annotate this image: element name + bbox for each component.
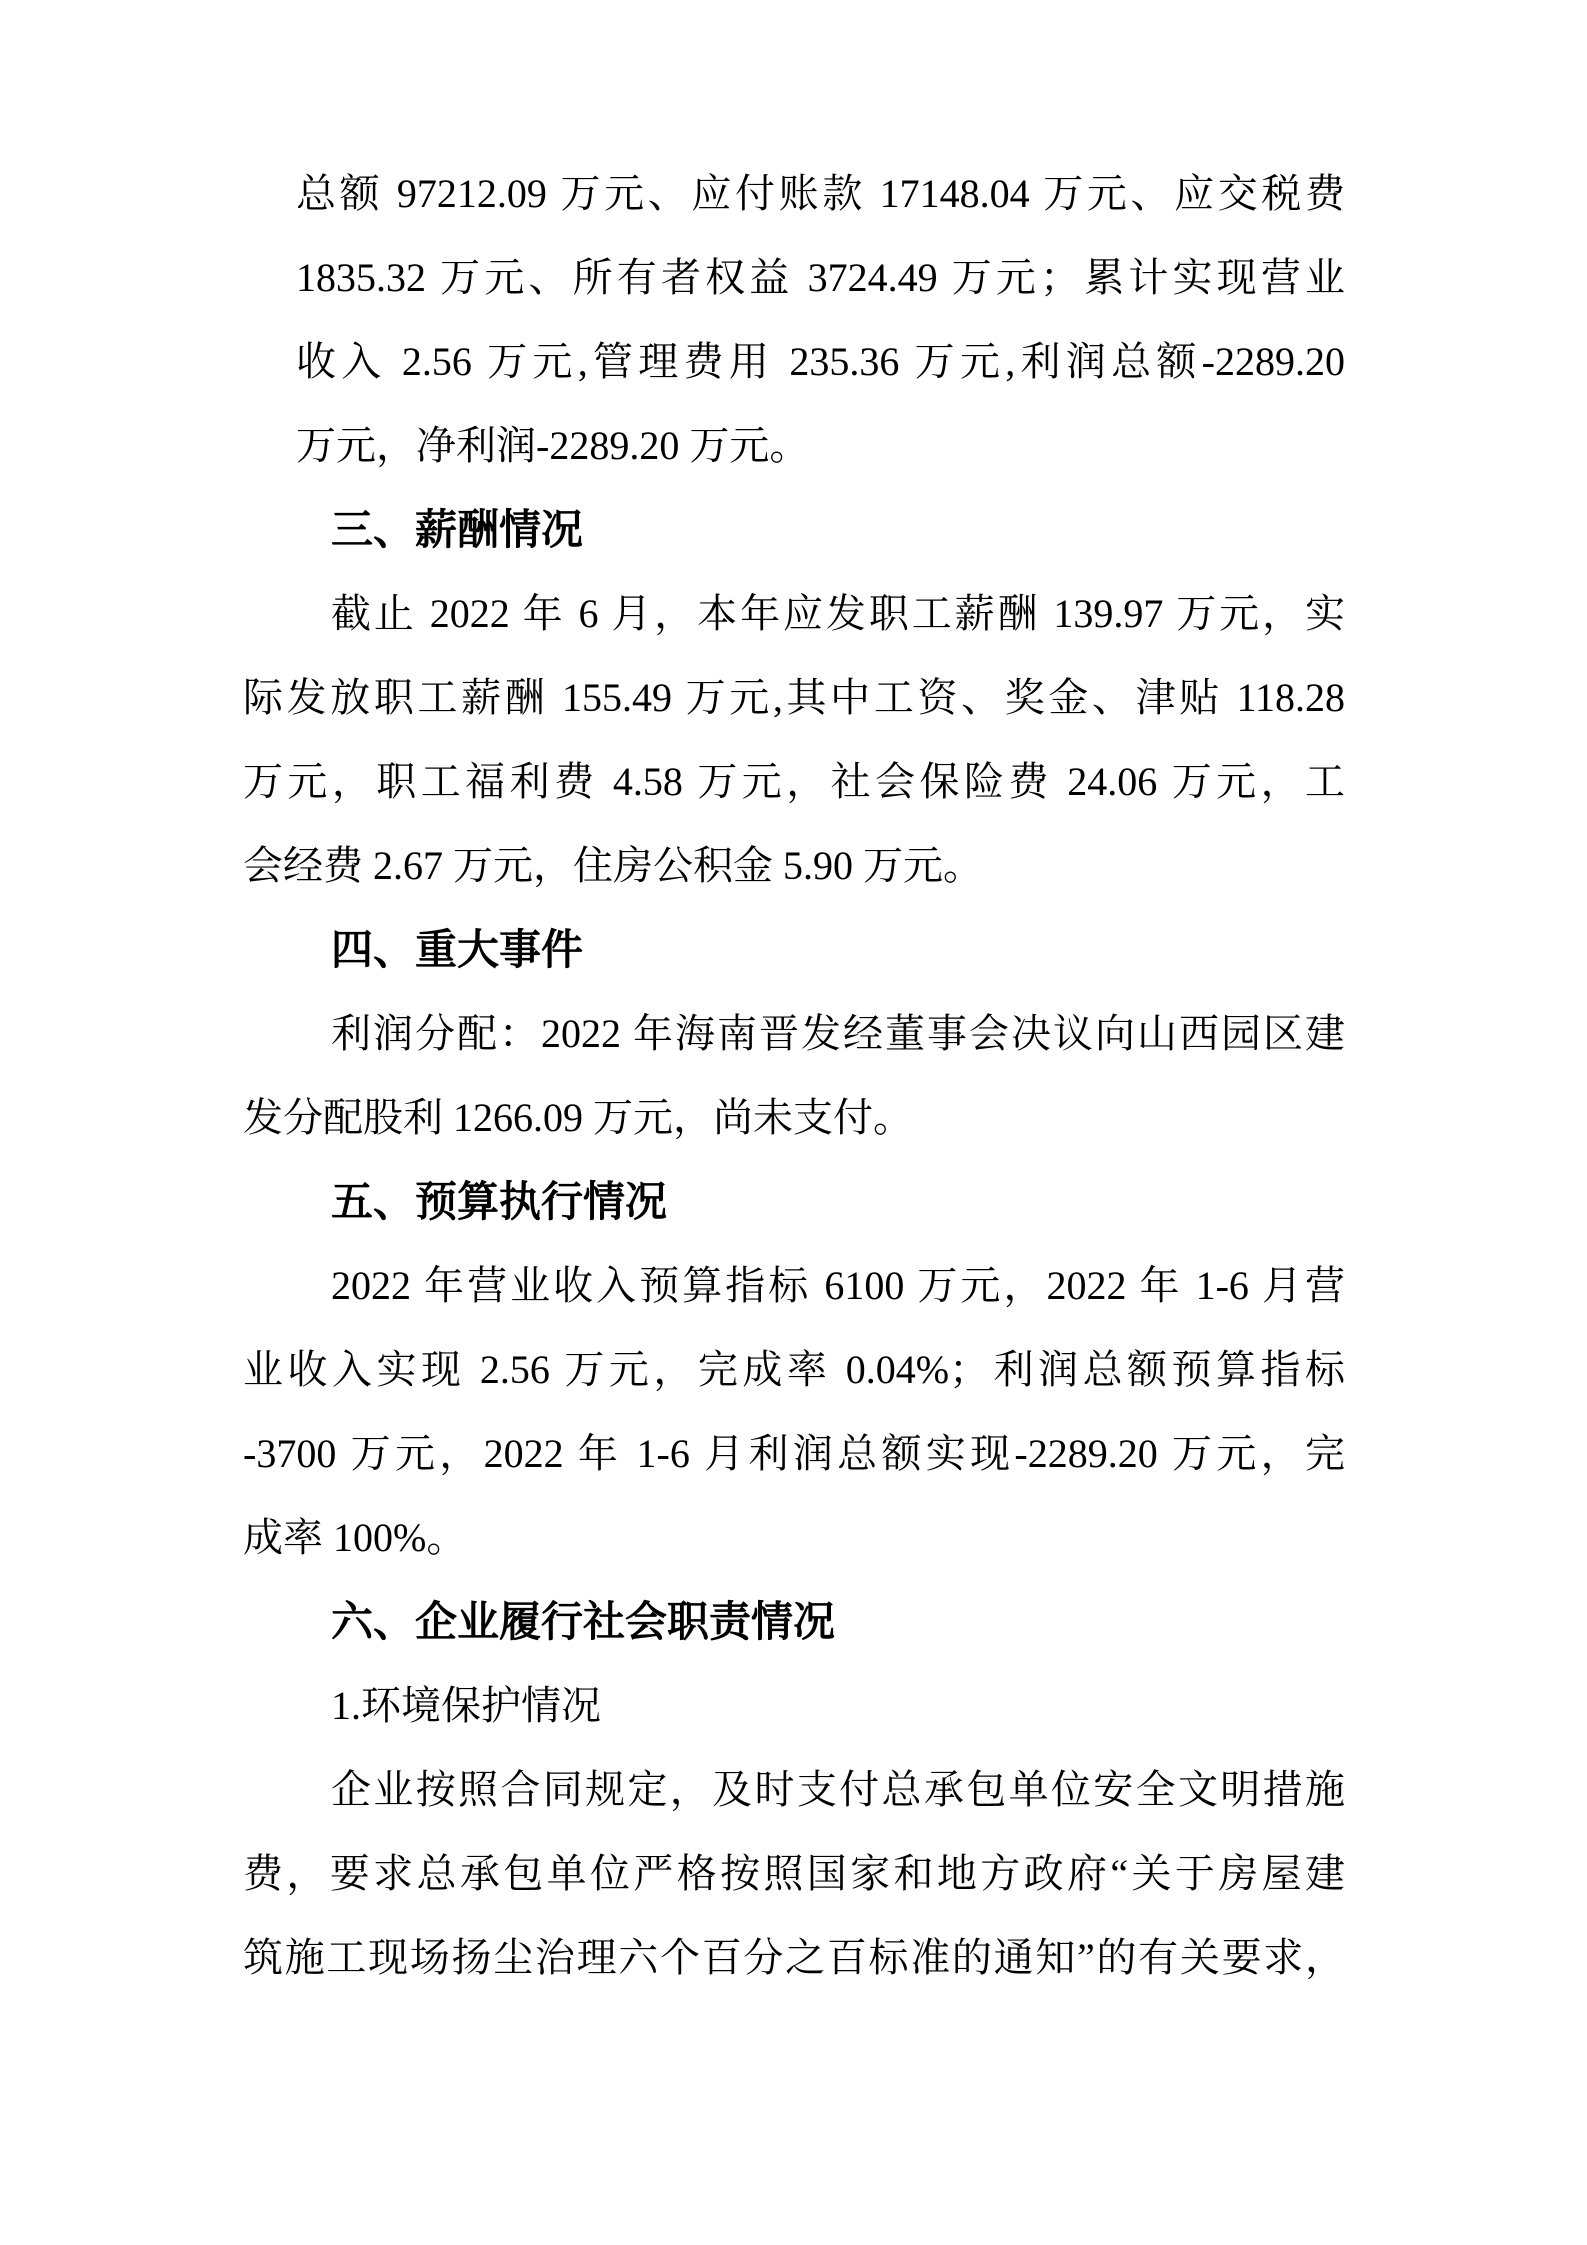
section-heading-social-responsibility: 六、企业履行社会职责情况 <box>331 1598 836 1645</box>
text-line: 总额 97212.09 万元、应付账款 17148.04 万元、应交税费 <box>296 171 1345 216</box>
document-body <box>243 152 1345 2000</box>
text-line: 收入 2.56 万元,管理费用 235.36 万元,利润总额-2289.20 <box>296 339 1345 384</box>
text-line: 万元，职工福利费 4.58 万元，社会保险费 24.06 万元，工 <box>243 759 1345 804</box>
subsection-heading-environment: 1.环境保护情况 <box>331 1683 601 1728</box>
text-line: 企业按照合同规定，及时支付总承包单位安全文明措施 <box>331 1767 1345 1812</box>
text-line: 成率 100%。 <box>243 1515 467 1560</box>
text-line: 筑施工现场扬尘治理六个百分之百标准的通知”的有关要求， <box>243 1935 1345 1980</box>
text-line: -3700 万元，2022 年 1-6 月利润总额实现-2289.20 万元，完 <box>243 1431 1345 1476</box>
text-line: 1835.32 万元、所有者权益 3724.49 万元；累计实现营业 <box>296 255 1345 300</box>
text-line: 万元，净利润-2289.20 万元。 <box>296 423 810 468</box>
text-line: 业收入实现 2.56 万元，完成率 0.04%；利润总额预算指标 <box>243 1347 1345 1392</box>
section-heading-budget-execution: 五、预算执行情况 <box>331 1178 668 1225</box>
text-line: 费，要求总承包单位严格按照国家和地方政府“关于房屋建 <box>243 1851 1345 1896</box>
text-line: 利润分配：2022 年海南晋发经董事会决议向山西园区建 <box>331 1011 1345 1056</box>
text-line: 2022 年营业收入预算指标 6100 万元，2022 年 1-6 月营 <box>331 1263 1345 1308</box>
text-line: 发分配股利 1266.09 万元，尚未支付。 <box>243 1095 913 1140</box>
section-heading-major-events: 四、重大事件 <box>331 926 584 973</box>
text-line: 会经费 2.67 万元，住房公积金 5.90 万元。 <box>243 843 983 888</box>
text-line: 际发放职工薪酬 155.49 万元,其中工资、奖金、津贴 118.28 <box>243 675 1345 720</box>
text-line: 截止 2022 年 6 月，本年应发职工薪酬 139.97 万元，实 <box>331 591 1345 636</box>
section-heading-salary: 三、薪酬情况 <box>331 506 584 553</box>
